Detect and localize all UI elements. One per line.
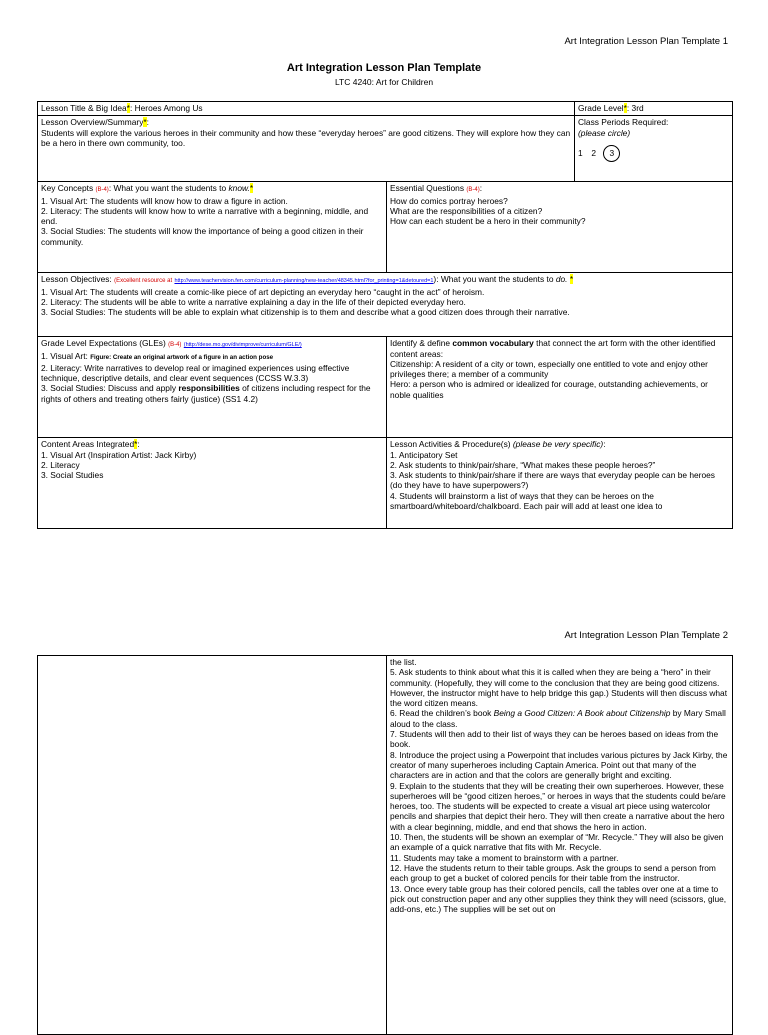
class-periods-cell bbox=[575, 116, 733, 182]
vocabulary-cell bbox=[387, 337, 733, 438]
essential-question-item: How do comics portray heroes? bbox=[390, 195, 508, 206]
activity-item: the list. bbox=[390, 657, 417, 667]
gle-item-figure: Figure: Create an original artwork of a figure in an action pose bbox=[90, 353, 274, 361]
content-areas-continued-cell bbox=[38, 656, 387, 1035]
required-star: * bbox=[249, 183, 254, 194]
objective-item: 3. Social Studies: The students will be able to explain what citizenship is to them and describe what a good citizen does through their narrative. bbox=[41, 307, 570, 318]
vocab-text: that connect the art form with the other identified content areas: bbox=[390, 338, 716, 359]
gle-item-bold: responsibilities bbox=[178, 383, 240, 394]
period-options bbox=[578, 145, 729, 162]
period-option-2[interactable]: 2 bbox=[591, 147, 596, 158]
required-star: * bbox=[143, 117, 147, 128]
content-area-item: 2. Literacy bbox=[41, 459, 80, 470]
content-areas-label: Content Areas Integrated bbox=[41, 439, 135, 450]
activity-item: 1. Anticipatory Set bbox=[390, 449, 458, 460]
activities-cell bbox=[387, 438, 733, 529]
objectives-resource-link[interactable]: http://www.teachervision.fen.com/curriculum-planning/new-teacher/48345.html?for_printing=1&detoured=1 bbox=[174, 278, 434, 285]
activity-text: 6. Read the children’s book bbox=[390, 708, 494, 719]
essential-questions-cell: Essential Questions (B-4): How do comics portray heroes? What are the responsibilities of a citizen? How can each student be a hero in their community? bbox=[387, 182, 733, 273]
essential-question-item: How can each student be a hero in their community? bbox=[390, 216, 586, 227]
activities-continued-cell bbox=[387, 656, 733, 1035]
gle-item-prefix: 1. Visual Art: bbox=[41, 350, 91, 361]
required-star: * bbox=[623, 103, 627, 113]
grade-level-value: : 3rd bbox=[626, 103, 644, 113]
vocab-text: Identify & define bbox=[390, 338, 453, 349]
gle-ref: (B-4) bbox=[168, 342, 182, 349]
gle-cell bbox=[38, 337, 387, 438]
vocabulary-item: Hero: a person who is admired or idealized for courage, outstanding achievements, or noble qualities bbox=[390, 379, 708, 400]
document-title: Art Integration Lesson Plan Template bbox=[286, 62, 482, 74]
required-star: * bbox=[134, 439, 138, 450]
activity-item: 10. Then, the students will be shown an exemplar of “Mr. Recycle.” They will also be given an example of a quick narrative that fits with Mr. Recycle. bbox=[390, 832, 724, 853]
key-concepts-label: Key Concepts bbox=[41, 183, 94, 194]
class-periods-label: Class Periods Required: bbox=[578, 117, 669, 128]
content-area-item: 1. Visual Art (Inspiration Artist: Jack Kirby) bbox=[41, 449, 197, 460]
content-areas-cell: Content Areas Integrated*: 1. Visual Art (Inspiration Artist: Jack Kirby) 2. Literacy 3. Social Studies bbox=[38, 438, 387, 529]
required-star: * bbox=[126, 103, 130, 113]
lesson-plan-table-page1 bbox=[37, 101, 733, 529]
grade-level-cell bbox=[575, 102, 733, 116]
class-periods-note: (please circle) bbox=[578, 127, 631, 138]
grade-level-label: Grade Level bbox=[578, 103, 624, 113]
page-header: Art Integration Lesson Plan Template 1 bbox=[564, 36, 728, 47]
period-option-1[interactable]: 1 bbox=[578, 147, 583, 158]
objectives-prompt: ): What you want the students to bbox=[433, 274, 556, 285]
key-concepts-know: know. bbox=[228, 183, 250, 194]
activity-text: by Mary Small aloud to the class. bbox=[390, 708, 726, 729]
activities-note: (please be very specific) bbox=[512, 439, 604, 450]
key-concepts-ref: (B-4) bbox=[95, 187, 109, 194]
lesson-objectives-cell bbox=[38, 273, 733, 337]
gle-item-text: of citizens including respect for the rights of others and treating others fairly (justice) (SS1 4.2) bbox=[41, 383, 371, 404]
objectives-resource-label: (Excellent resource at bbox=[114, 278, 173, 285]
lesson-overview-cell: Lesson Overview/Summary*: Students will explore the various heroes in their community and how these “everyday heroes” are good citizens. They will explore how they can be a hero in there own community, too. bbox=[38, 116, 575, 182]
lesson-title-value: : Heroes Among Us bbox=[129, 103, 203, 113]
activity-item: 13. Once every table group has their colored pencils, call the tables over one at a time to pick out construction paper and any other supplies they think they will need (scissors, glue, add-ons, etc.) The supplies will be set out on bbox=[390, 883, 727, 915]
essential-questions-ref: (B-4) bbox=[466, 187, 480, 194]
activity-item: 2. Ask students to think/pair/share, “What makes these people heroes?” bbox=[390, 459, 656, 470]
activity-item: 5. Ask students to think about what this it is called when they are being a “hero” in their community. (Hopefully, they will come to the conclusion that they are being good citizens. However, the instructor might have to help bridge this gap.) Students will then discuss what the word citizen means. bbox=[390, 667, 728, 709]
essential-questions-label: Essential Questions bbox=[390, 183, 465, 194]
key-concepts-prompt: : What you want the students to bbox=[108, 183, 229, 194]
gle-item: 2. Literacy: Write narratives to develop real or imagined experiences using effective technique, descriptive details, and clear event sequences (CCSS W.3.3) bbox=[41, 362, 350, 384]
activities-label: Lesson Activities & Procedure(s) bbox=[390, 439, 513, 450]
gle-item-text: 3. Social Studies: Discuss and apply bbox=[41, 383, 179, 394]
document-subtitle: LTC 4240: Art for Children bbox=[334, 77, 434, 87]
lesson-title-cell bbox=[38, 102, 575, 116]
period-option-3-circled[interactable]: 3 bbox=[603, 145, 620, 162]
key-concept-item: 2. Literacy: The students will know how to write a narrative with a beginning, middle, and end. bbox=[41, 205, 369, 227]
page-header: Art Integration Lesson Plan Template 2 bbox=[564, 630, 728, 641]
gle-label: Grade Level Expectations (GLEs) bbox=[41, 338, 166, 349]
gle-link[interactable]: (http://dese.mo.gov/divimprove/curriculum/GLE/) bbox=[183, 342, 302, 349]
lesson-objectives-label: Lesson Objectives: bbox=[41, 274, 112, 285]
lesson-overview-label: Lesson Overview/Summary bbox=[41, 117, 144, 128]
vocab-bold: common vocabulary bbox=[452, 338, 534, 349]
essential-question-item: What are the responsibilities of a citizen? bbox=[390, 205, 543, 216]
key-concept-item: 1. Visual Art: The students will know how to draw a figure in action. bbox=[41, 195, 288, 206]
activity-item: 11. Students may take a moment to brainstorm with a partner. bbox=[390, 852, 619, 863]
lesson-overview-text: Students will explore the various heroes in their community and how these “everyday heroes” are good citizens. They will explore how they can be a hero in there own community, too. bbox=[41, 127, 571, 148]
objective-item: 1. Visual Art: The students will create a comic-like piece of art depicting an everyday hero “caught in the act” of heroism. bbox=[41, 286, 485, 297]
objectives-do: do. bbox=[555, 274, 568, 285]
required-star: * bbox=[569, 274, 574, 285]
objective-item: 2. Literacy: The students will be able to write a narrative explaining a day in the life of their depicted everyday hero. bbox=[41, 296, 466, 307]
lesson-plan-table-page2 bbox=[37, 655, 733, 1035]
activity-item: 8. Introduce the project using a Powerpoint that includes various pictures by Jack Kirby, the creator of many superheroes including Captain America. Point out that many of the characters are in action and that the colors are generally bright and exciting. bbox=[390, 749, 728, 781]
book-title: Being a Good Citizen: A Book about Citizenship bbox=[493, 708, 671, 719]
vocabulary-item: Citizenship: A resident of a city or town, especially one entitled to vote and enjoy other privileges there; a member of a community bbox=[390, 358, 708, 380]
activity-item: 4. Students will brainstorm a list of ways that they can be heroes on the smartboard/whiteboard/chalkboard. Each pair will add at least one idea to bbox=[390, 490, 663, 512]
activity-item bbox=[390, 708, 729, 729]
key-concepts-cell bbox=[38, 182, 387, 273]
activities-colon: : bbox=[603, 439, 606, 450]
activity-item: 12. Have the students return to their table groups. Ask the groups to send a person from each group to get a bucket of colored pencils for their table from the instructor. bbox=[390, 862, 716, 884]
activity-item: 7. Students will then add to their list of ways they can be heroes based on ideas from the book. bbox=[390, 729, 719, 750]
activity-item: 9. Explain to the students that they will be creating their own superheroes. However, these superheroes will be “good citizen heroes,” or heroes in ways that the students could be/are heroes, too. The students will be expected to create a visual art piece using watercolor pencils and sharpies that depict their hero. They will then create a narrative about the hero with a clear beginning, middle, and end that shows the hero in action. bbox=[390, 780, 726, 832]
activity-item: 3. Ask students to think/pair/share if there are ways that everyday people can be heroes (do they have to have superpowers?) bbox=[390, 470, 715, 491]
key-concept-item: 3. Social Studies: The students will know the importance of being a good citizen in their community. bbox=[41, 226, 364, 247]
gle-item bbox=[41, 351, 383, 363]
gle-item bbox=[41, 383, 383, 404]
content-area-item: 3. Social Studies bbox=[41, 470, 104, 481]
lesson-title-label: Lesson Title & Big Idea bbox=[41, 103, 127, 113]
vocabulary-intro bbox=[390, 338, 729, 359]
